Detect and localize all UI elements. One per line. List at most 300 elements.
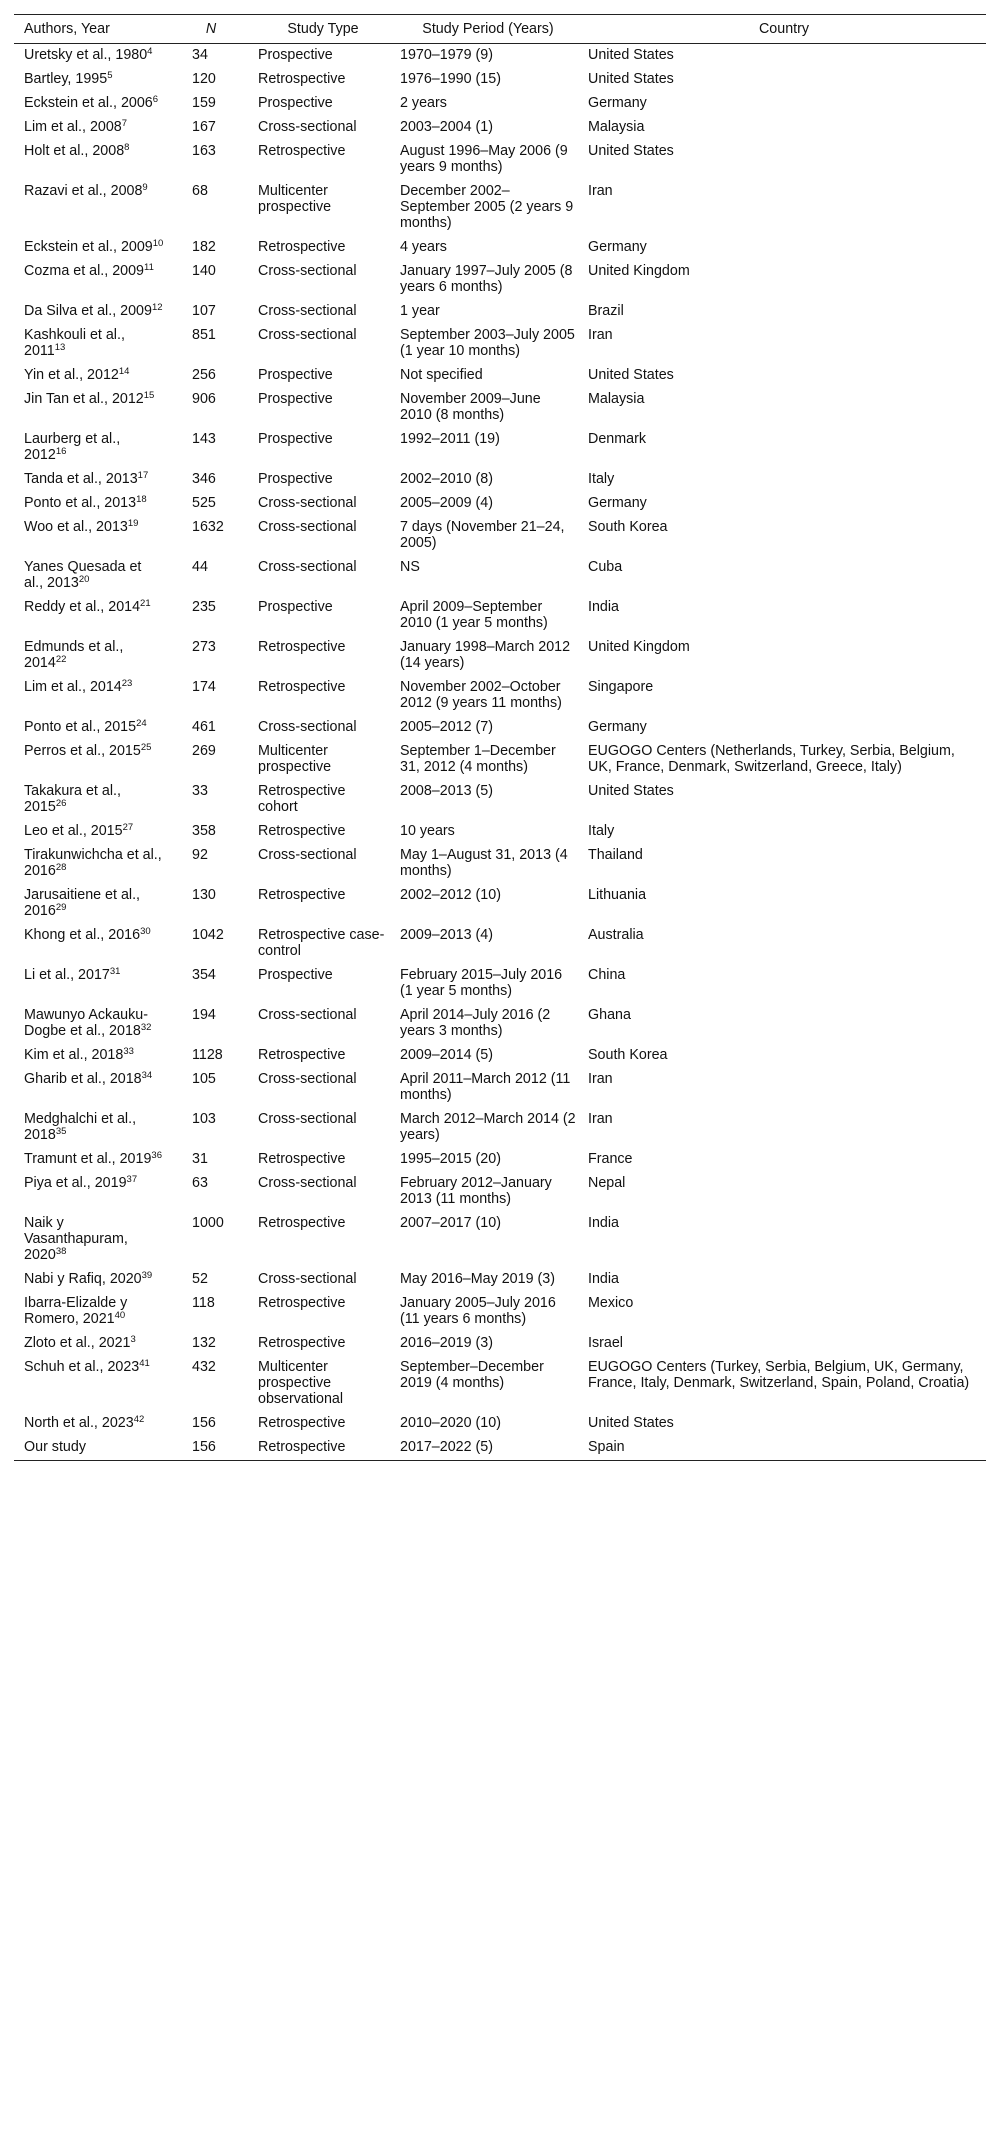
cell-author-year <box>14 1292 170 1332</box>
table-row <box>14 556 986 596</box>
cell-country: United Kingdom <box>588 263 690 279</box>
cell-author-year <box>14 740 170 780</box>
cell-study-type: Cross-sectional <box>258 1111 357 1127</box>
reference-number: 21 <box>140 598 151 609</box>
author-year-text: Takakura et al., 2015 <box>24 783 121 815</box>
table-row <box>14 1332 986 1356</box>
author-year-text: Razavi et al., 2008 <box>24 183 143 199</box>
cell-sample-size: 273 <box>192 639 216 655</box>
cell-sample-size: 432 <box>192 1359 216 1375</box>
table-row <box>14 676 986 716</box>
cell-author-year <box>14 68 170 92</box>
cell-country: EUGOGO Centers (Netherlands, Turkey, Serbia, Belgium, UK, France, Denmark, Switzerland, Greece, Italy) <box>588 743 955 775</box>
author-year-text: Da Silva et al., 2009 <box>24 303 152 319</box>
reference-number: 6 <box>152 94 159 105</box>
cell-sample-size: 31 <box>192 1151 208 1167</box>
reference-number: 28 <box>55 862 67 873</box>
reference-number: 19 <box>127 518 139 529</box>
table-row <box>14 924 986 964</box>
cell-study-type: Cross-sectional <box>258 719 357 735</box>
cell-sample-size: 156 <box>192 1439 216 1455</box>
cell-sample-size: 174 <box>192 679 216 695</box>
cell-sample-size: 525 <box>192 495 216 511</box>
table-row <box>14 1212 986 1268</box>
reference-number: 25 <box>140 742 152 753</box>
author-year-text: Cozma et al., 2009 <box>24 263 145 279</box>
cell-study-period: 1 year <box>400 303 440 319</box>
table-row <box>14 116 986 140</box>
reference-number: 37 <box>126 1174 138 1185</box>
cell-sample-size: 851 <box>192 327 216 343</box>
cell-study-period: November 2009–June 2010 (8 months) <box>400 391 541 423</box>
reference-number: 17 <box>137 470 149 481</box>
table-row <box>14 180 986 236</box>
author-year-text: Tramunt et al., 2019 <box>24 1151 152 1167</box>
cell-study-type: Retrospective <box>258 639 346 655</box>
cell-study-period: May 1–August 31, 2013 (4 months) <box>400 847 568 879</box>
studies-table <box>14 14 986 1461</box>
cell-country: France <box>588 1151 633 1167</box>
cell-country: Lithuania <box>588 887 647 903</box>
cell-study-period: 1995–2015 (20) <box>400 1151 501 1167</box>
author-year-text: Jarusaitiene et al., 2016 <box>24 887 141 919</box>
cell-study-type: Retrospective <box>258 239 346 255</box>
cell-study-period: 2009–2013 (4) <box>400 927 494 943</box>
table-row <box>14 388 986 428</box>
cell-sample-size: 235 <box>192 599 216 615</box>
table-header-row <box>14 15 986 44</box>
cell-study-type: Cross-sectional <box>258 303 357 319</box>
header-n: N <box>205 21 217 37</box>
reference-number: 40 <box>114 1310 126 1321</box>
table-row <box>14 884 986 924</box>
reference-number: 42 <box>133 1414 145 1425</box>
cell-study-period: April 2011–March 2012 (11 months) <box>400 1071 571 1103</box>
cell-author-year <box>14 884 170 924</box>
cell-country: Israel <box>588 1335 623 1351</box>
cell-study-period: NS <box>400 559 420 575</box>
cell-author-year <box>14 1172 170 1212</box>
table-row <box>14 1068 986 1108</box>
cell-sample-size: 130 <box>192 887 216 903</box>
cell-author-year <box>14 364 170 388</box>
cell-study-type: Prospective <box>258 47 333 63</box>
cell-author-year <box>14 676 170 716</box>
reference-number: 14 <box>118 366 130 377</box>
reference-number: 15 <box>143 390 155 401</box>
cell-sample-size: 1042 <box>192 927 224 943</box>
reference-number: 20 <box>78 574 90 585</box>
author-year-text: Schuh et al., 2023 <box>24 1359 140 1375</box>
reference-number: 38 <box>55 1246 67 1257</box>
cell-sample-size: 354 <box>192 967 216 983</box>
cell-study-period: 4 years <box>400 239 447 255</box>
cell-study-type: Retrospective <box>258 887 346 903</box>
author-year-text: Woo et al., 2013 <box>24 519 128 535</box>
cell-country: Nepal <box>588 1175 626 1191</box>
reference-number: 7 <box>121 118 128 129</box>
reference-number: 3 <box>130 1334 136 1345</box>
cell-study-period: February 2012–January 2013 (11 months) <box>400 1175 552 1207</box>
cell-country: United States <box>588 71 674 87</box>
table-row <box>14 68 986 92</box>
cell-country: Malaysia <box>588 391 645 407</box>
cell-study-type: Cross-sectional <box>258 519 357 535</box>
table-row <box>14 1412 986 1436</box>
author-year-text: Yanes Quesada et al., 2013 <box>24 559 142 591</box>
table-row <box>14 964 986 1004</box>
cell-author-year <box>14 820 170 844</box>
cell-study-period: September–December 2019 (4 months) <box>400 1359 544 1391</box>
cell-country: Malaysia <box>588 119 645 135</box>
cell-sample-size: 1632 <box>192 519 224 535</box>
cell-study-type: Prospective <box>258 95 333 111</box>
cell-study-period: 2007–2017 (10) <box>400 1215 501 1231</box>
cell-study-period: January 2005–July 2016 (11 years 6 months) <box>400 1295 556 1327</box>
cell-country: Germany <box>588 239 647 255</box>
cell-country: Thailand <box>588 847 643 863</box>
author-year-text: Lim et al., 2014 <box>24 679 122 695</box>
cell-study-period: 2010–2020 (10) <box>400 1415 501 1431</box>
cell-study-type: Cross-sectional <box>258 495 357 511</box>
reference-number: 16 <box>55 446 67 457</box>
cell-study-type: Retrospective <box>258 71 346 87</box>
cell-author-year <box>14 516 170 556</box>
author-year-text: Piya et al., 2019 <box>24 1175 127 1191</box>
cell-study-period: 1992–2011 (19) <box>400 431 500 447</box>
table-body <box>14 44 986 1461</box>
header-authors-year: Authors, Year <box>24 21 110 37</box>
cell-author-year <box>14 1356 170 1412</box>
cell-country: United States <box>588 47 674 63</box>
cell-study-period: January 1997–July 2005 (8 years 6 months) <box>400 263 573 295</box>
cell-study-type: Retrospective <box>258 1439 346 1455</box>
cell-country: Germany <box>588 719 647 735</box>
table-row <box>14 1172 986 1212</box>
cell-country: EUGOGO Centers (Turkey, Serbia, Belgium, UK, Germany, France, Italy, Denmark, Switzerland, Spain, Poland, Croatia) <box>588 1359 970 1391</box>
table-row <box>14 44 986 69</box>
table-row <box>14 740 986 780</box>
author-year-text: Tanda et al., 2013 <box>24 471 138 487</box>
cell-sample-size: 52 <box>192 1271 208 1287</box>
cell-sample-size: 159 <box>192 95 216 111</box>
cell-country: South Korea <box>588 1047 668 1063</box>
cell-sample-size: 44 <box>192 559 208 575</box>
table-row <box>14 92 986 116</box>
header-country: Country <box>758 21 810 37</box>
table-row <box>14 236 986 260</box>
cell-study-type: Prospective <box>258 391 333 407</box>
cell-country: United States <box>588 367 674 383</box>
cell-author-year <box>14 596 170 636</box>
reference-number: 23 <box>121 678 133 689</box>
table-row <box>14 636 986 676</box>
table-row <box>14 140 986 180</box>
author-year-text: Kim et al., 2018 <box>24 1047 124 1063</box>
cell-study-period: Not specified <box>400 367 483 383</box>
cell-country: India <box>588 1215 620 1231</box>
cell-author-year <box>14 1332 170 1356</box>
table-row <box>14 1004 986 1044</box>
cell-sample-size: 92 <box>192 847 208 863</box>
reference-number: 10 <box>152 238 164 249</box>
cell-sample-size: 182 <box>192 239 216 255</box>
reference-number: 26 <box>55 798 67 809</box>
author-year-text: Edmunds et al., 2014 <box>24 639 124 671</box>
table-row <box>14 300 986 324</box>
cell-study-period: April 2014–July 2016 (2 years 3 months) <box>400 1007 551 1039</box>
cell-study-type: Prospective <box>258 599 333 615</box>
cell-author-year <box>14 1436 170 1461</box>
author-year-text: Ponto et al., 2013 <box>24 495 137 511</box>
cell-study-type: Retrospective <box>258 143 346 159</box>
table-row <box>14 1436 986 1461</box>
cell-sample-size: 358 <box>192 823 216 839</box>
cell-study-type: Prospective <box>258 367 333 383</box>
cell-author-year <box>14 1004 170 1044</box>
cell-sample-size: 1000 <box>192 1215 224 1231</box>
cell-study-period: 2008–2013 (5) <box>400 783 494 799</box>
cell-country: Italy <box>588 471 615 487</box>
cell-study-period: August 1996–May 2006 (9 years 9 months) <box>400 143 568 175</box>
cell-sample-size: 194 <box>192 1007 216 1023</box>
cell-study-type: Retrospective <box>258 679 346 695</box>
header-study-type: Study Type <box>287 21 359 37</box>
cell-study-period: 1976–1990 (15) <box>400 71 501 87</box>
table-row <box>14 844 986 884</box>
cell-author-year <box>14 236 170 260</box>
table-row <box>14 716 986 740</box>
table-row <box>14 820 986 844</box>
cell-sample-size: 346 <box>192 471 216 487</box>
cell-country: China <box>588 967 626 983</box>
cell-study-period: 2002–2010 (8) <box>400 471 494 487</box>
cell-study-type: Cross-sectional <box>258 1175 357 1191</box>
cell-sample-size: 256 <box>192 367 216 383</box>
cell-country: United States <box>588 783 674 799</box>
table-row <box>14 492 986 516</box>
reference-number: 13 <box>54 342 66 353</box>
reference-number: 39 <box>141 1270 153 1281</box>
cell-study-type: Retrospective <box>258 1415 346 1431</box>
cell-sample-size: 107 <box>192 303 216 319</box>
cell-country: Iran <box>588 183 613 199</box>
cell-study-period: April 2009–September 2010 (1 year 5 months) <box>400 599 548 631</box>
cell-country: Iran <box>588 327 613 343</box>
cell-sample-size: 120 <box>192 71 216 87</box>
cell-author-year <box>14 1268 170 1292</box>
cell-study-period: 2009–2014 (5) <box>400 1047 494 1063</box>
cell-sample-size: 34 <box>192 47 208 63</box>
author-year-text: Zloto et al., 2021 <box>24 1335 131 1351</box>
cell-study-type: Cross-sectional <box>258 327 357 343</box>
cell-author-year <box>14 428 170 468</box>
reference-number: 27 <box>122 822 134 833</box>
cell-study-period: 10 years <box>400 823 455 839</box>
author-year-text: Jin Tan et al., 2012 <box>24 391 144 407</box>
table-row <box>14 260 986 300</box>
author-year-text: Leo et al., 2015 <box>24 823 123 839</box>
cell-sample-size: 33 <box>192 783 208 799</box>
cell-author-year <box>14 924 170 964</box>
cell-country: Germany <box>588 495 647 511</box>
cell-author-year <box>14 1068 170 1108</box>
cell-author-year <box>14 468 170 492</box>
header-study-period: Study Period (Years) <box>422 21 554 37</box>
studies-table-container <box>14 14 986 1461</box>
table-row <box>14 428 986 468</box>
cell-country: Germany <box>588 95 647 111</box>
cell-study-type: Retrospective <box>258 1047 346 1063</box>
cell-study-period: February 2015–July 2016 (1 year 5 months) <box>400 967 563 999</box>
cell-author-year <box>14 1412 170 1436</box>
cell-sample-size: 105 <box>192 1071 216 1087</box>
cell-study-type: Cross-sectional <box>258 559 357 575</box>
reference-number: 24 <box>136 718 147 729</box>
cell-author-year <box>14 1044 170 1068</box>
author-year-text: Bartley, 1995 <box>24 71 108 87</box>
cell-sample-size: 140 <box>192 263 216 279</box>
cell-sample-size: 63 <box>192 1175 208 1191</box>
cell-country: Singapore <box>588 679 654 695</box>
author-year-text: Nabi y Rafiq, 2020 <box>24 1271 142 1287</box>
reference-number: 32 <box>140 1022 152 1033</box>
cell-study-period: September 1–December 31, 2012 (4 months) <box>400 743 556 775</box>
cell-author-year <box>14 260 170 300</box>
table-row <box>14 1108 986 1148</box>
author-year-text: Mawunyo Ackauku-Dogbe et al., 2018 <box>24 1007 148 1039</box>
cell-study-period: 2 years <box>400 95 447 111</box>
reference-number: 35 <box>55 1126 67 1137</box>
cell-study-period: March 2012–March 2014 (2 years) <box>400 1111 576 1143</box>
cell-author-year <box>14 1212 170 1268</box>
cell-study-period: May 2016–May 2019 (3) <box>400 1271 555 1287</box>
cell-study-type: Multicenter prospective <box>258 183 332 215</box>
cell-author-year <box>14 388 170 428</box>
reference-number: 22 <box>55 654 67 665</box>
cell-study-period: November 2002–October 2012 (9 years 11 months) <box>400 679 562 711</box>
reference-number: 12 <box>151 302 163 313</box>
cell-country: Australia <box>588 927 644 943</box>
cell-country: United States <box>588 1415 674 1431</box>
table-row <box>14 364 986 388</box>
reference-number: 4 <box>147 46 153 57</box>
cell-study-type: Retrospective cohort <box>258 783 346 815</box>
cell-study-period: 2005–2012 (7) <box>400 719 494 735</box>
reference-number: 9 <box>142 182 148 193</box>
cell-author-year <box>14 92 170 116</box>
cell-study-period: 2003–2004 (1) <box>400 119 494 135</box>
reference-number: 11 <box>144 262 154 273</box>
cell-study-type: Retrospective <box>258 1295 346 1311</box>
cell-author-year <box>14 716 170 740</box>
cell-study-period: 2016–2019 (3) <box>400 1335 494 1351</box>
cell-study-type: Retrospective <box>258 1335 346 1351</box>
table-row <box>14 468 986 492</box>
cell-country: Mexico <box>588 1295 634 1311</box>
author-year-text: Yin et al., 2012 <box>24 367 119 383</box>
author-year-text: Uretsky et al., 1980 <box>24 47 148 63</box>
cell-study-type: Cross-sectional <box>258 1271 357 1287</box>
table-row <box>14 1044 986 1068</box>
cell-study-type: Retrospective <box>258 823 346 839</box>
author-year-text: Perros et al., 2015 <box>24 743 141 759</box>
cell-study-period: 2002–2012 (10) <box>400 887 501 903</box>
cell-author-year <box>14 300 170 324</box>
cell-study-type: Cross-sectional <box>258 1071 357 1087</box>
cell-author-year <box>14 780 170 820</box>
cell-country: South Korea <box>588 519 668 535</box>
author-year-text: Tirakunwichcha et al., 2016 <box>24 847 162 879</box>
reference-number: 18 <box>136 494 147 505</box>
cell-study-type: Prospective <box>258 967 333 983</box>
cell-country: Iran <box>588 1071 613 1087</box>
author-year-text: Li et al., 2017 <box>24 967 110 983</box>
cell-country: Iran <box>588 1111 613 1127</box>
cell-study-type: Retrospective <box>258 1151 346 1167</box>
author-year-text: Reddy et al., 2014 <box>24 599 141 615</box>
reference-number: 33 <box>123 1046 134 1057</box>
cell-study-type: Prospective <box>258 471 333 487</box>
cell-study-period: 2017–2022 (5) <box>400 1439 494 1455</box>
author-year-text: Holt et al., 2008 <box>24 143 125 159</box>
author-year-text: Ponto et al., 2015 <box>24 719 137 735</box>
cell-study-type: Cross-sectional <box>258 263 357 279</box>
author-year-text: Eckstein et al., 2006 <box>24 95 153 111</box>
author-year-text: Our study <box>24 1439 86 1455</box>
reference-number: 30 <box>140 926 151 937</box>
author-year-text: Laurberg et al., 2012 <box>24 431 121 463</box>
reference-number: 5 <box>107 70 113 81</box>
cell-author-year <box>14 1108 170 1148</box>
cell-study-period: 7 days (November 21–24, 2005) <box>400 519 565 551</box>
cell-sample-size: 1128 <box>192 1047 223 1063</box>
cell-author-year <box>14 1148 170 1172</box>
cell-author-year <box>14 964 170 1004</box>
cell-country: United Kingdom <box>588 639 690 655</box>
cell-study-period: December 2002–September 2005 (2 years 9 months) <box>400 183 574 231</box>
cell-author-year <box>14 492 170 516</box>
author-year-text: Ibarra-Elizalde y Romero, 2021 <box>24 1295 128 1327</box>
cell-country: Italy <box>588 823 615 839</box>
reference-number: 8 <box>124 142 130 153</box>
author-year-text: North et al., 2023 <box>24 1415 134 1431</box>
cell-study-type: Retrospective case-control <box>258 927 385 959</box>
cell-study-type: Cross-sectional <box>258 119 357 135</box>
cell-sample-size: 163 <box>192 143 216 159</box>
reference-number: 36 <box>151 1150 162 1161</box>
cell-sample-size: 461 <box>192 719 216 735</box>
cell-study-type: Cross-sectional <box>258 1007 357 1023</box>
table-row <box>14 596 986 636</box>
cell-country: United States <box>588 143 674 159</box>
cell-country: India <box>588 599 620 615</box>
reference-number: 34 <box>141 1070 153 1081</box>
cell-study-type: Retrospective <box>258 1215 346 1231</box>
reference-number: 31 <box>109 966 121 977</box>
cell-country: Spain <box>588 1439 625 1455</box>
cell-study-period: 2005–2009 (4) <box>400 495 494 511</box>
cell-sample-size: 118 <box>192 1295 215 1311</box>
cell-sample-size: 167 <box>192 119 216 135</box>
author-year-text: Gharib et al., 2018 <box>24 1071 142 1087</box>
cell-author-year <box>14 556 170 596</box>
table-row <box>14 1356 986 1412</box>
cell-sample-size: 68 <box>192 183 208 199</box>
author-year-text: Khong et al., 2016 <box>24 927 141 943</box>
cell-sample-size: 906 <box>192 391 216 407</box>
cell-country: Denmark <box>588 431 646 447</box>
